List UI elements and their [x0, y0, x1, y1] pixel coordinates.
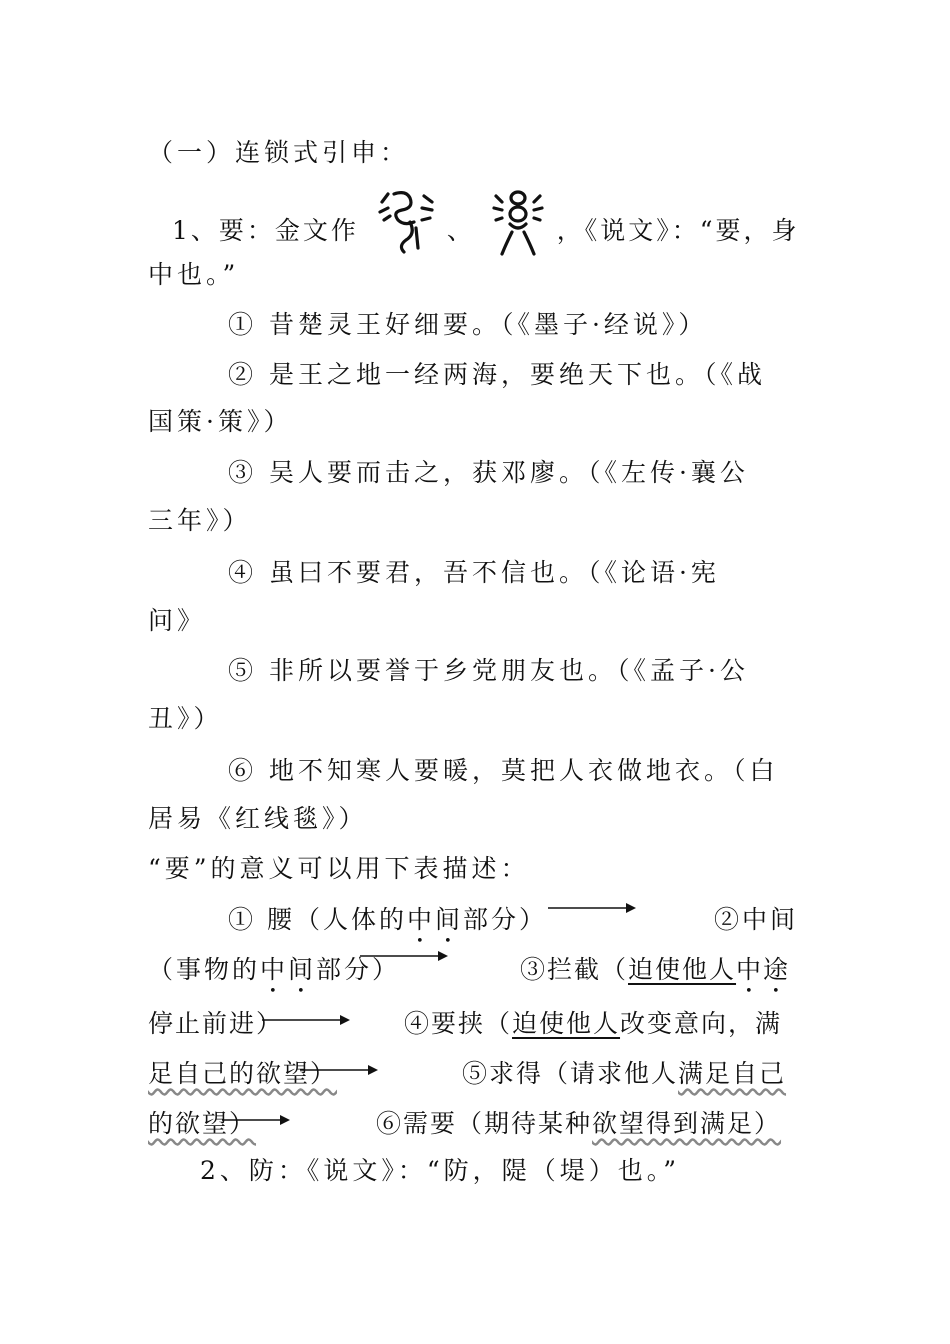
arrow-right-icon — [300, 1060, 380, 1080]
ancient-yao-glyph-2-icon — [490, 188, 546, 258]
entry-1-first-line — [172, 214, 800, 248]
example-4-text: 虽曰不要君，吾不信也。（《论语·宪 — [268, 558, 720, 587]
example-6-continuation: 居易《红线毯》） — [148, 804, 368, 833]
example-6 — [228, 754, 778, 788]
meaning-1-c: 部分） — [462, 905, 547, 934]
meaning-5-a: ⑤求得（请求他人 — [462, 1059, 679, 1088]
meaning-4-tail: 足自己的欲望） — [148, 1059, 338, 1088]
arrow-right-icon — [262, 1010, 352, 1030]
meaning-3-underline: 迫使他人 — [628, 955, 737, 984]
example-3-continuation: 三年》） — [148, 506, 252, 535]
section-heading: （一）连锁式引申： — [148, 138, 410, 167]
entry-2: 2、防：《说文》：“防，隄（堤）也。” — [200, 1156, 680, 1185]
example-2 — [228, 358, 766, 392]
example-2-continuation: 国策·策》） — [148, 407, 293, 436]
example-1-text: 昔楚灵王好细要。（《墨子·经说》） — [268, 310, 708, 339]
table-intro: “要”的意义可以用下表描述： — [148, 854, 530, 883]
example-3-num: ③ — [228, 458, 258, 487]
entry-1-prefix: 1、要：金文作 — [172, 216, 359, 245]
meaning-6-a: ⑥需要（期待某种 — [376, 1109, 593, 1138]
example-4-num: ④ — [228, 558, 258, 587]
meaning-3-tail: 停止前进） — [148, 1009, 284, 1038]
example-3 — [228, 456, 749, 490]
meaning-5-head — [462, 1054, 786, 1090]
example-2-text: 是王之地一经两海，要绝天下也。（《战 — [268, 360, 766, 389]
example-2-num: ② — [228, 360, 258, 389]
entry-1-continuation: 中也。” — [148, 260, 240, 289]
example-5 — [228, 654, 749, 688]
entry-1-separator: 、 — [446, 216, 475, 245]
meaning-1 — [228, 900, 547, 949]
example-1-num: ① — [228, 310, 258, 339]
meaning-2-emphasis: 中间 — [260, 955, 317, 984]
entry-1-after: ，《说文》：“要，身 — [556, 216, 800, 245]
example-6-text: 地不知寒人要暖，莫把人衣做地衣。（白 — [268, 756, 779, 785]
example-4 — [228, 556, 720, 590]
meaning-6 — [376, 1104, 781, 1140]
meaning-2-b: （事物的 — [148, 955, 261, 984]
example-6-num: ⑥ — [228, 756, 258, 785]
meaning-6-wavy: 欲望得到满足） — [592, 1109, 782, 1138]
arrow-right-icon — [222, 1110, 292, 1130]
example-5-text: 非所以要誉于乡党朋友也。（《孟子·公 — [268, 656, 749, 685]
example-5-num: ⑤ — [228, 656, 258, 685]
meaning-4-underline: 迫使他人 — [512, 1009, 621, 1038]
example-1 — [228, 308, 707, 342]
meaning-3-emphasis: 中途 — [736, 955, 791, 984]
meaning-1-emphasis: 中间 — [406, 905, 463, 934]
meaning-1-a: ① 腰（人体的 — [228, 905, 407, 934]
example-5-continuation: 丑》） — [148, 704, 223, 733]
example-4-continuation: 问》 — [148, 606, 207, 635]
meaning-4-a: ④要挟（ — [404, 1009, 513, 1038]
arrow-right-icon — [360, 946, 450, 966]
meaning-5-wavy: 满足自己 — [678, 1059, 787, 1088]
meaning-2-head: ②中间 — [714, 905, 799, 934]
meaning-3-head — [520, 950, 790, 999]
ancient-yao-glyph-1-icon — [376, 188, 436, 258]
meaning-4-head — [404, 1004, 782, 1040]
arrow-right-icon — [548, 898, 638, 918]
example-3-text: 吴人要而击之，获邓廖。（《左传·襄公 — [268, 458, 749, 487]
meaning-5-tail: 的欲望） — [148, 1109, 257, 1138]
meaning-3-a: ③拦截（ — [520, 955, 629, 984]
meaning-4-c: 改变意向，满 — [620, 1009, 783, 1038]
meaning-2-d: 部分） — [316, 955, 401, 984]
